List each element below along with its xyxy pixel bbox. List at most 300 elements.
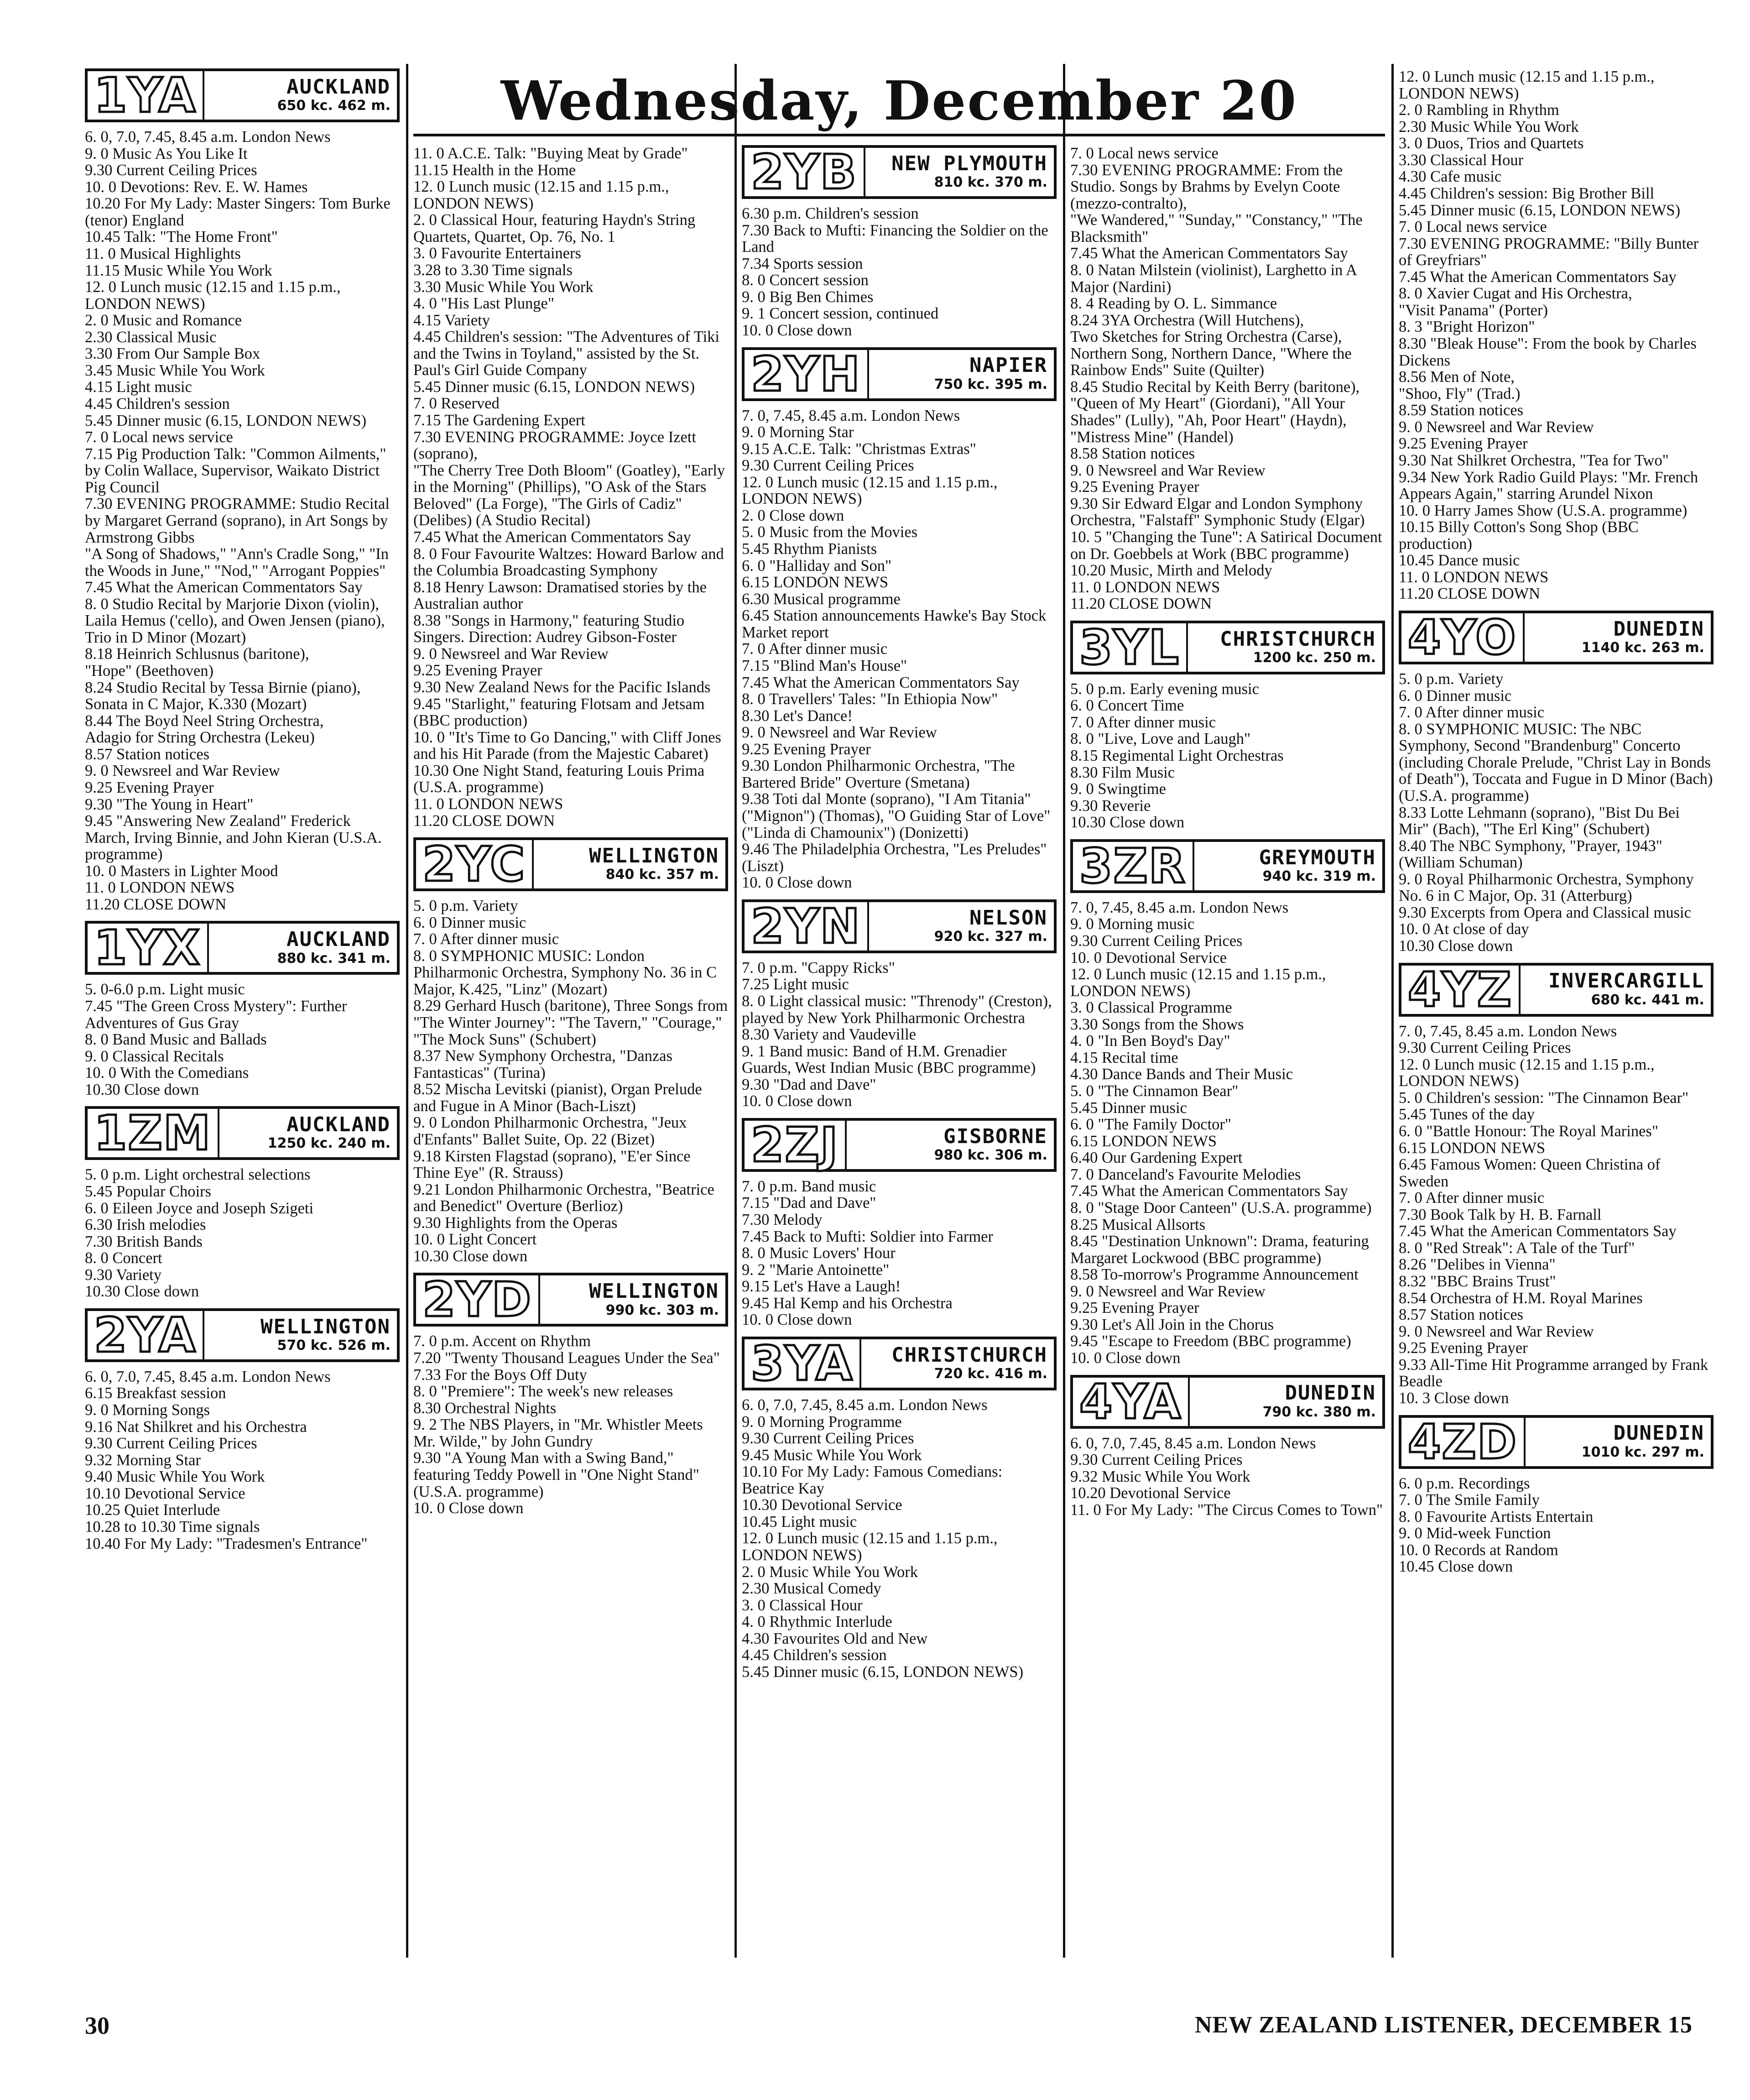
programme-entry: 8.52 Mischa Levitski (pianist), Organ Prelude and Fugue in A Minor (Bach-Liszt) [413, 1081, 702, 1115]
station-frequency: 840 kc. 357 m. [605, 867, 719, 883]
programme-entry: 10.30 Close down [1070, 814, 1185, 831]
programme-entry: 6. 0 Dinner music [413, 914, 526, 931]
station-info [218, 1109, 391, 1157]
programme-entry: 7.45 What the American Commentators Say [85, 579, 363, 596]
programme-entry: 8. 4 Reading by O. L. Simmance [1070, 295, 1277, 313]
programme-entry: 8. 0 Music Lovers' Hour [742, 1244, 896, 1262]
programme-entry: 4. 0 "His Last Plunge" [413, 295, 554, 313]
programme-entry: 9. 0 Music As You Like It [85, 145, 248, 162]
programme-entry: 6.40 Our Gardening Expert [1070, 1149, 1243, 1167]
programme-entry: 10. 0 Devotional Service [1070, 949, 1227, 966]
programme-entry: 7. 0 The Smile Family [1399, 1491, 1540, 1509]
programme-entry: 11. 0 LONDON NEWS [1399, 568, 1549, 586]
programme-entry: 10.10 Devotional Service [85, 1484, 245, 1502]
station-info [538, 1275, 719, 1324]
programme-entry: 9. 2 The NBS Players, in "Mr. Whistler Meets Mr. Wilde," by John Gundry [413, 1416, 703, 1450]
station-callsign: 2YA [94, 1307, 197, 1363]
programme-entry: 9.45 "Starlight," featuring Flotsam and Jetsam (BBC production) [413, 695, 705, 730]
programme-entry: 9. 0 Newsreel and War Review [1399, 418, 1594, 436]
programme-entry: 6.30 p.m. Children's session [742, 205, 919, 222]
station-info [1523, 613, 1704, 662]
programme-entry: 8.30 Orchestral Nights [413, 1399, 557, 1417]
programme-entry: 6. 0 "The Family Doctor" [1070, 1116, 1231, 1134]
programme-entry: 8.38 "Songs in Harmony," featuring Studio Singers. Direction: Audrey Gibson-Foster [413, 611, 685, 646]
programme-entry: 7.45 What the American Commentators Say [1399, 268, 1677, 286]
programme-entry: 9.30 "The Young in Heart" [85, 795, 254, 813]
programme-column-5 [1399, 68, 1714, 1958]
headline-rule [413, 134, 1385, 136]
station-callsign: 1YA [94, 68, 197, 123]
programme-entry: 9.15 A.C.E. Talk: "Christmas Extras" [742, 440, 976, 458]
programme-entry: 7. 0 After dinner music [1070, 713, 1216, 731]
programme-entry: 7. 0 Local news service [1399, 218, 1547, 236]
programme-entry: 6. 0, 7.0, 7.45, 8.45 a.m. London News [85, 128, 331, 146]
programme-entry: 6.15 LONDON NEWS [1399, 1139, 1546, 1157]
column-divider [1391, 64, 1394, 1958]
station-city: NELSON [969, 906, 1047, 930]
station-frequency: 990 kc. 303 m. [605, 1302, 719, 1318]
programme-entry: 10.20 Devotional Service [1070, 1484, 1231, 1502]
station-header [1399, 611, 1714, 664]
station-frequency: 1250 kc. 240 m. [267, 1135, 391, 1152]
headline-text: Wednesday, December 20 [500, 68, 1298, 132]
station-frequency: 1200 kc. 250 m. [1253, 649, 1376, 666]
page-headline [413, 68, 1385, 132]
programme-entry: 9. 0 Newsreel and War Review [1070, 1282, 1266, 1300]
programme-entry: 9.30 London Philharmonic Orchestra, "The Bartered Bride" Overture (Smetana) [742, 757, 1015, 791]
programme-entry: "Shoo, Fly" (Trad.) [1399, 385, 1521, 402]
programme-entry: 3. 0 Favourite Entertainers [413, 245, 581, 262]
programme-entry: 10.30 Close down [1399, 937, 1513, 955]
programme-entry: 3. 0 Classical Hour [742, 1596, 863, 1614]
programme-entry: 7.30 EVENING PROGRAMME: "Billy Bunter of Greyfriars" [1399, 235, 1699, 269]
programme-entry: 6. 0, 7.0, 7.45, 8.45 a.m. London News [85, 1368, 331, 1385]
station-city: INVERCARGILL [1548, 969, 1704, 993]
programme-entry: 7. 0, 7.45, 8.45 a.m. London News [1399, 1022, 1617, 1040]
programme-entry: 10.45 Dance music [1399, 552, 1520, 569]
programme-entry: 3.30 Songs from the Shows [1070, 1015, 1244, 1033]
programme-entry: 7.30 Book Talk by H. B. Farnall [1399, 1206, 1602, 1223]
programme-entry: 3. 0 Classical Programme [1070, 999, 1232, 1017]
programme-entry: 7.30 Back to Mufti: Financing the Soldier on the Land [742, 221, 1048, 256]
programme-entry: 5. 0 p.m. Variety [1399, 670, 1504, 688]
programme-entry: 10.30 Close down [85, 1283, 199, 1301]
programme-entry: 9.25 Evening Prayer [1399, 435, 1528, 453]
programme-entry: 9.25 Evening Prayer [1399, 1339, 1528, 1357]
programme-entry: "Queen of My Heart" (Giordani), "All Your Shades" (Lully), "Ah, Poor Heart" (Haydn), "Mistress Mine" (Handel) [1070, 395, 1347, 446]
station-info [864, 148, 1047, 196]
programme-entry: 2. 0 Music While You Work [742, 1563, 918, 1581]
programme-entry: 6.15 LONDON NEWS [1070, 1132, 1217, 1150]
programme-entry: 7. 0 p.m. "Cappy Ricks" [742, 959, 895, 977]
programme-entry: 10. 0 At close of day [1399, 920, 1529, 938]
programme-entry: 8. 0 Natan Milstein (violinist), Larghetto in A Major (Nardini) [1070, 261, 1357, 296]
station-info [867, 350, 1047, 398]
programme-entry: 9. 0 Classical Recitals [85, 1047, 224, 1065]
programme-entry: 7. 0 p.m. Band music [742, 1177, 876, 1195]
programme-entry: 9. 0 Newsreel and War Review [413, 645, 609, 663]
programme-entry: 7. 0 Reserved [413, 395, 500, 413]
station-callsign: 4YO [1408, 610, 1517, 665]
programme-entry: 7. 0 p.m. Accent on Rhythm [413, 1332, 591, 1350]
station-frequency: 880 kc. 341 m. [277, 950, 391, 966]
station-city: CHRISTCHURCH [1220, 627, 1376, 651]
programme-entry: 7.45 What the American Commentators Say [413, 528, 691, 546]
programme-entry: 6.15 Breakfast session [85, 1384, 226, 1402]
programme-entry: 2.30 Musical Comedy [742, 1580, 881, 1598]
programme-entry: 12. 0 Lunch music (12.15 and 1.15 p.m., LONDON NEWS) [742, 473, 998, 508]
programme-entry: 10. 0 Records at Random [1399, 1541, 1558, 1559]
programme-entry: 8.30 Let's Dance! [742, 707, 853, 725]
programme-entry: 10.10 For My Lady: Famous Comedians: Beatrice Kay [742, 1463, 1003, 1497]
programme-entry: 10.30 One Night Stand, featuring Louis Prima (U.S.A. programme) [413, 762, 705, 796]
programme-entry: 10.30 Close down [413, 1247, 528, 1265]
programme-entry: 8.57 Station notices [85, 745, 210, 763]
programme-entry: 7. 0 After dinner music [1399, 704, 1545, 721]
programme-entry: 8.44 The Boyd Neel String Orchestra, [85, 712, 324, 730]
programme-entry: "A Song of Shadows," "Ann's Cradle Song," "In the Woods in June," "Nod," "Arrogant Poppies" [85, 545, 389, 580]
programme-entry: 11. 0 LONDON NEWS [413, 795, 563, 813]
station-frequency: 1010 kc. 297 m. [1581, 1444, 1704, 1460]
programme-entry: 8.29 Gerhard Husch (baritone), Three Songs from "The Winter Journey": "The Tavern," "Courage," "The Mock Suns" (Schubert) [413, 997, 728, 1048]
programme-entry: 11. 0 LONDON NEWS [85, 879, 235, 897]
programme-entry: 8. 0 Studio Recital by Marjorie Dixon (violin), Laila Hemus ('cello), and Owen Jensen (piano), [85, 595, 385, 630]
programme-entry: 7.34 Sports session [742, 255, 863, 272]
station-city: AUCKLAND [286, 1113, 391, 1137]
programme-entry: 9.15 Let's Have a Laugh! [742, 1278, 901, 1296]
programme-entry: 9.25 Evening Prayer [413, 662, 542, 679]
programme-entry: 8.25 Musical Allsorts [1070, 1216, 1206, 1233]
programme-entry: 11. 0 A.C.E. Talk: "Buying Meat by Grade" [413, 145, 688, 162]
programme-entry: 9.25 Evening Prayer [1070, 478, 1199, 496]
programme-entry: 7.45 Back to Mufti: Soldier into Farmer [742, 1228, 993, 1245]
programme-entry: 7.15 The Gardening Expert [413, 412, 585, 429]
programme-entry: 9.46 The Philadelphia Orchestra, "Les Preludes" (Liszt) [742, 841, 1047, 875]
programme-entry: 8. 0 SYMPHONIC MUSIC: The NBC Symphony, Second "Brandenburg" Concerto (including Chorale Prelude, "Christ Lay in Bonds of Death"), Toccata and Fugue in D Minor (Bach) (U.S.A. programme) [1399, 720, 1713, 804]
programme-entry: 10. 0 Close down [742, 1311, 852, 1329]
programme-entry: 10. 0 Close down [1070, 1349, 1181, 1367]
station-header [742, 1118, 1057, 1172]
programme-entry: 10.20 For My Lady: Master Singers: Tom Burke (tenor) England [85, 195, 391, 229]
station-header [1070, 621, 1385, 674]
programme-entry: 7. 0 Local news service [85, 428, 233, 446]
programme-entry: 4.45 Children's session: Big Brother Bill [1399, 184, 1655, 202]
station-info [859, 1339, 1047, 1388]
station-callsign: 2YB [751, 145, 857, 200]
programme-entry: 6. 0 Concert Time [1070, 697, 1184, 715]
programme-entry: 11.15 Health in the Home [413, 161, 576, 179]
programme-entry: 8.57 Station notices [1399, 1306, 1524, 1324]
programme-entry: 8.37 New Symphony Orchestra, "Danzas Fantasticas" (Turina) [413, 1047, 672, 1081]
programme-entry: 3.30 Music While You Work [413, 278, 594, 296]
programme-entry: 6. 0 Eileen Joyce and Joseph Szigeti [85, 1199, 314, 1217]
programme-entry: 12. 0 Lunch music (12.15 and 1.15 p.m., LONDON NEWS) [742, 1530, 998, 1564]
station-callsign: 3YA [751, 1335, 854, 1391]
programme-entry: 10.28 to 10.30 Time signals [85, 1518, 260, 1536]
programme-entry: 4.30 Cafe music [1399, 168, 1502, 186]
programme-entry: 9.30 Sir Edward Elgar and London Symphony Orchestra, "Falstaff" Symphonic Study (Elgar) [1070, 495, 1365, 529]
programme-entry: 9. 0 Morning music [1070, 915, 1195, 933]
programme-entry: 8. 0 "Red Streak": A Tale of the Turf" [1399, 1239, 1635, 1257]
programme-entry: 10.45 Close down [1399, 1558, 1513, 1576]
programme-entry: 4.15 Variety [413, 311, 490, 329]
programme-entry: 9. 0 Morning Songs [85, 1401, 210, 1419]
station-city: CHRISTCHURCH [891, 1343, 1047, 1367]
programme-entry: 8.32 "BBC Brains Trust" [1399, 1273, 1556, 1290]
programme-entry: 10.25 Quiet Interlude [85, 1501, 220, 1519]
programme-entry: 7.15 "Blind Man's House" [742, 657, 907, 674]
programme-entry: Sonata in C Major, K.330 (Mozart) [85, 695, 307, 713]
programme-entry: 3.30 Classical Hour [1399, 151, 1524, 169]
programme-entry: 9. 0 Newsreel and War Review [1399, 1322, 1594, 1340]
programme-entry: 10.45 Light music [742, 1513, 857, 1531]
programme-entry: 9.45 Music While You Work [742, 1446, 922, 1464]
station-city: WELLINGTON [589, 1280, 719, 1303]
programme-entry: 9. 0 Royal Philharmonic Orchestra, Symphony No. 6 in C Major, Op. 31 (Atterburg) [1399, 870, 1694, 905]
programme-entry: 4. 0 "In Ben Boyd's Day" [1070, 1032, 1230, 1050]
station-info [845, 1121, 1047, 1169]
programme-entry: "Hope" (Beethoven) [85, 662, 214, 679]
programme-entry: 9.30 Current Ceiling Prices [1070, 932, 1243, 950]
programme-entry: 9.32 Music While You Work [1070, 1468, 1250, 1485]
station-header [1070, 839, 1385, 893]
programme-entry: 7.30 British Bands [85, 1233, 203, 1250]
programme-entry: 10. 0 Close down [413, 1499, 524, 1517]
programme-entry: 9. 0 London Philharmonic Orchestra, "Jeux d'Enfants" Ballet Suite, Op. 22 (Bizet) [413, 1114, 687, 1148]
programme-entry: 8.18 Henry Lawson: Dramatised stories by the Australian author [413, 578, 707, 613]
programme-entry: 12. 0 Lunch music (12.15 and 1.15 p.m., LONDON NEWS) [1399, 68, 1655, 102]
programme-entry: 7.45 What the American Commentators Say [1399, 1222, 1677, 1240]
station-header [742, 1337, 1057, 1390]
programme-entry: 6.30 Irish melodies [85, 1216, 206, 1234]
publication-credit: NEW ZEALAND LISTENER, DECEMBER 15 [1194, 2012, 1693, 2038]
programme-entry: 9. 0 Morning Star [742, 423, 854, 441]
station-city: DUNEDIN [1285, 1381, 1376, 1405]
programme-entry: 9.45 Hal Kemp and his Orchestra [742, 1294, 953, 1312]
station-callsign: 4ZD [1408, 1414, 1518, 1470]
station-header [85, 921, 400, 975]
station-frequency: 720 kc. 416 m. [934, 1366, 1047, 1382]
programme-entry: 3.30 From Our Sample Box [85, 345, 260, 363]
programme-entry: 9.32 Morning Star [85, 1451, 201, 1469]
programme-entry: 10. 0 Light Concert [413, 1231, 537, 1249]
programme-entry: 10. 3 Close down [1399, 1389, 1509, 1407]
programme-entry: 10.20 Music, Mirth and Melody [1070, 562, 1272, 580]
programme-entry: 9. 1 Band music: Band of H.M. Grenadier Guards, West Indian Music (BBC programme) [742, 1042, 1036, 1077]
station-info [867, 902, 1047, 951]
column-divider [734, 64, 737, 1958]
programme-entry: 9.45 "Answering New Zealand" Frederick March, Irving Binnie, and John Kieran (U.S.A. programme) [85, 812, 382, 863]
station-callsign: 2YH [751, 346, 861, 402]
programme-entry: 9.30 Highlights from the Operas [413, 1214, 618, 1232]
programme-entry: 7.30 EVENING PROGRAMME: Joyce Izett (soprano), [413, 428, 696, 463]
programme-entry: 9.33 All-Time Hit Programme arranged by Frank Beadle [1399, 1356, 1708, 1390]
programme-entry: 5.45 Rhythm Pianists [742, 540, 877, 558]
station-info [203, 71, 391, 120]
programme-entry: 10. 0 "It's Time to Go Dancing," with Cliff Jones and his Hit Parade (from the Majestic Cabaret) [413, 728, 721, 763]
programme-entry: 9.18 Kirsten Flagstad (soprano), "E'er Since Thine Eye" (R. Strauss) [413, 1147, 691, 1182]
station-header [85, 1308, 400, 1362]
programme-entry: 6.30 Musical programme [742, 590, 901, 608]
station-city: NAPIER [969, 354, 1047, 377]
programme-entry: 7.25 Light music [742, 976, 849, 993]
programme-entry: 8.54 Orchestra of H.M. Royal Marines [1399, 1289, 1643, 1307]
programme-entry: "Visit Panama" (Porter) [1399, 301, 1548, 319]
programme-entry: 4.45 Children's session: "The Adventures of Tiki and the Twins in Toyland," assisted by the St. Paul's Girl Guide Company [413, 328, 720, 379]
station-callsign: 3YL [1079, 619, 1180, 675]
programme-entry: 5. 0 p.m. Variety [413, 897, 518, 915]
programme-entry: 10. 0 With the Comedians [85, 1064, 249, 1082]
programme-entry: 7. 0 After dinner music [742, 640, 888, 658]
programme-entry: 8. 0 Concert session [742, 272, 869, 289]
programme-entry: 3.28 to 3.30 Time signals [413, 261, 573, 279]
programme-entry: 9. 0 Big Ben Chimes [742, 288, 874, 306]
station-callsign: 4YA [1079, 1374, 1182, 1430]
programme-entry: 8.30 "Bleak House": From the book by Charles Dickens [1399, 335, 1697, 369]
programme-entry: 9. 0 Morning Programme [742, 1413, 902, 1431]
station-city: AUCKLAND [286, 928, 391, 951]
station-frequency: 810 kc. 370 m. [934, 174, 1047, 191]
programme-entry: 5.45 Dinner music (6.15, LONDON NEWS) [1399, 201, 1681, 219]
station-city: GISBORNE [943, 1124, 1047, 1148]
programme-entry: 5.45 Dinner music [1070, 1099, 1187, 1117]
programme-entry: 4.30 Dance Bands and Their Music [1070, 1066, 1293, 1083]
programme-entry: 7. 0 After dinner music [413, 930, 559, 948]
programme-entry: 5. 0 p.m. Early evening music [1070, 680, 1259, 698]
programme-entry: 9.45 "Escape to Freedom (BBC programme) [1070, 1332, 1351, 1350]
station-frequency: 680 kc. 441 m. [1591, 992, 1704, 1008]
programme-entry: 9.30 Excerpts from Opera and Classical music [1399, 904, 1691, 921]
station-frequency: 570 kc. 526 m. [277, 1337, 391, 1353]
programme-entry: 10.30 Close down [85, 1081, 199, 1098]
programme-entry: 6. 0 "Halliday and Son" [742, 557, 892, 575]
station-city: DUNEDIN [1613, 617, 1704, 641]
programme-entry: Two Sketches for String Orchestra (Carse), Northern Song, Northern Dance, "Where the Rainbow Ends" Suite (Quilter) [1070, 328, 1352, 379]
programme-entry: 8.33 Lotte Lehmann (soprano), "Bist Du Bei Mir" (Bach), "The Erl King" (Schubert) [1399, 804, 1680, 838]
programme-column-1 [85, 68, 400, 1958]
programme-entry: 5. 0 p.m. Light orchestral selections [85, 1166, 311, 1184]
programme-entry: 9.34 New York Radio Guild Plays: "Mr. French Appears Again," starring Arundel Nixon [1399, 468, 1698, 503]
programme-entry: 10. 0 Close down [742, 321, 852, 339]
programme-entry: 9. 0 Newsreel and War Review [1070, 461, 1266, 479]
programme-entry: 7.15 "Dad and Dave" [742, 1194, 876, 1212]
programme-entry: 7.33 For the Boys Off Duty [413, 1366, 587, 1384]
programme-entry: 11. 0 Musical Highlights [85, 245, 241, 262]
programme-entry: 6.45 Station announcements Hawke's Bay Stock Market report [742, 607, 1047, 641]
programme-entry: 11.20 CLOSE DOWN [1070, 595, 1212, 613]
station-frequency: 920 kc. 327 m. [934, 928, 1047, 945]
programme-entry: 4.45 Children's session [742, 1646, 887, 1664]
programme-entry: 7.45 What the American Commentators Say [1070, 1182, 1348, 1200]
programme-entry: 10. 0 Masters in Lighter Mood [85, 862, 278, 880]
programme-entry: 9. 0 Swingtime [1070, 780, 1166, 798]
programme-entry: 9.30 Current Ceiling Prices [742, 1430, 914, 1447]
programme-entry: 4. 0 Rhythmic Interlude [742, 1613, 892, 1631]
programme-entry: 9.30 Current Ceiling Prices [85, 1435, 257, 1452]
programme-entry: 10.15 Billy Cotton's Song Shop (BBC production) [1399, 518, 1639, 553]
programme-entry: 5.45 Dinner music (6.15, LONDON NEWS) [413, 378, 695, 396]
programme-entry: 9.21 London Philharmonic Orchestra, "Beatrice and Benedict" Overture (Berlioz) [413, 1181, 714, 1215]
programme-entry: 11.20 CLOSE DOWN [85, 895, 227, 913]
programme-entry: 7.30 EVENING PROGRAMME: From the Studio. Songs by Brahms by Evelyn Coote (mezzo-contralto), [1070, 161, 1343, 212]
programme-entry: 8. 0 Favourite Artists Entertain [1399, 1508, 1594, 1525]
programme-entry: 8. 0 Four Favourite Waltzes: Howard Barlow and the Columbia Broadcasting Symphony [413, 545, 724, 580]
programme-entry: 8. 0 SYMPHONIC MUSIC: London Philharmonic Orchestra, Symphony No. 36 in C Major, K.425, "Linz" (Mozart) [413, 947, 717, 998]
programme-entry: 9.25 Evening Prayer [742, 740, 871, 758]
programme-entry: 2. 0 Music and Romance [85, 312, 242, 329]
column-divider [406, 64, 408, 1958]
programme-entry: 11. 0 LONDON NEWS [1070, 578, 1220, 596]
programme-entry: 8.24 3YA Orchestra (Will Hutchens), [1070, 311, 1304, 329]
station-frequency: 790 kc. 380 m. [1262, 1404, 1376, 1420]
programme-entry: 2.30 Classical Music [85, 328, 217, 346]
programme-entry: 6. 0 "Battle Honour: The Royal Marines" [1399, 1122, 1658, 1140]
programme-entry: 8.15 Regimental Light Orchestras [1070, 747, 1284, 764]
programme-entry: 8. 0 "Stage Door Canteen" (U.S.A. programme) [1070, 1199, 1372, 1217]
station-header [742, 145, 1057, 199]
programme-entry: 2. 0 Classical Hour, featuring Haydn's String Quartets, Quartet, Op. 76, No. 1 [413, 211, 696, 246]
programme-entry: 7. 0 Danceland's Favourite Melodies [1070, 1165, 1301, 1183]
station-frequency: 940 kc. 319 m. [1262, 868, 1376, 884]
station-info [1524, 1418, 1704, 1466]
programme-entry: 9. 0 Newsreel and War Review [742, 724, 937, 742]
station-frequency: 650 kc. 462 m. [277, 98, 391, 114]
programme-entry: 9. 0 Newsreel and War Review [85, 762, 280, 780]
programme-entry: 4.30 Favourites Old and New [742, 1630, 928, 1647]
programme-entry: 4.15 Recital time [1070, 1049, 1178, 1066]
station-header [1070, 1375, 1385, 1429]
station-callsign: 2ZJ [751, 1117, 839, 1173]
programme-entry: 8.59 Station notices [1399, 402, 1524, 419]
station-city: WELLINGTON [589, 844, 719, 867]
programme-entry: 10.40 For My Lady: "Tradesmen's Entrance" [85, 1535, 368, 1552]
programme-entry: 7. 0 After dinner music [1399, 1189, 1545, 1207]
programme-entry: 10. 0 Devotions: Rev. E. W. Hames [85, 178, 308, 196]
programme-entry: 5.45 Dinner music (6.15, LONDON NEWS) [85, 412, 367, 429]
programme-entry: 7. 0, 7.45, 8.45 a.m. London News [742, 407, 960, 424]
programme-entry: 3. 0 Duos, Trios and Quartets [1399, 135, 1584, 152]
programme-entry: 9.30 Current Ceiling Prices [85, 162, 257, 179]
programme-entry: 11.15 Music While You Work [85, 261, 272, 279]
programme-entry: 6.15 LONDON NEWS [742, 574, 889, 591]
station-info [1193, 842, 1376, 890]
station-city: NEW PLYMOUTH [891, 151, 1047, 175]
programme-entry: 5. 0 Children's session: "The Cinnamon Bear" [1399, 1089, 1689, 1107]
programme-entry: 5. 0 "The Cinnamon Bear" [1070, 1082, 1239, 1100]
programme-entry: 6. 0, 7.0, 7.45, 8.45 a.m. London News [1070, 1434, 1316, 1452]
station-callsign: 3ZR [1079, 838, 1186, 894]
station-header [742, 899, 1057, 953]
programme-column-4 [1070, 145, 1385, 1958]
station-city: GREYMOUTH [1259, 846, 1376, 869]
programme-entry: 7. 0 Local news service [1070, 145, 1219, 162]
station-callsign: 2YC [422, 836, 526, 893]
station-info [207, 924, 391, 972]
programme-entry: 10. 0 Close down [742, 874, 852, 892]
programme-entry: 7.30 EVENING PROGRAMME: Studio Recital by Margaret Gerrand (soprano), in Art Songs by Armstrong Gibbs [85, 495, 390, 546]
programme-entry: 8.58 To-morrow's Programme Announcement [1070, 1266, 1359, 1284]
programme-entry: 7.45 What the American Commentators Say [1070, 245, 1348, 262]
station-header [1399, 1415, 1714, 1469]
station-header [742, 347, 1057, 401]
programme-entry: 7.30 Melody [742, 1211, 823, 1228]
programme-entry: 7.20 "Twenty Thousand Leagues Under the Sea" [413, 1349, 720, 1367]
programme-entry: 12. 0 Lunch music (12.15 and 1.15 p.m., LONDON NEWS) [413, 178, 669, 212]
station-callsign: 4YZ [1408, 961, 1513, 1018]
programme-entry: 5.45 Popular Choirs [85, 1182, 211, 1200]
programme-entry: 11.20 CLOSE DOWN [413, 812, 555, 830]
programme-entry: 9.30 "Dad and Dave" [742, 1076, 876, 1093]
